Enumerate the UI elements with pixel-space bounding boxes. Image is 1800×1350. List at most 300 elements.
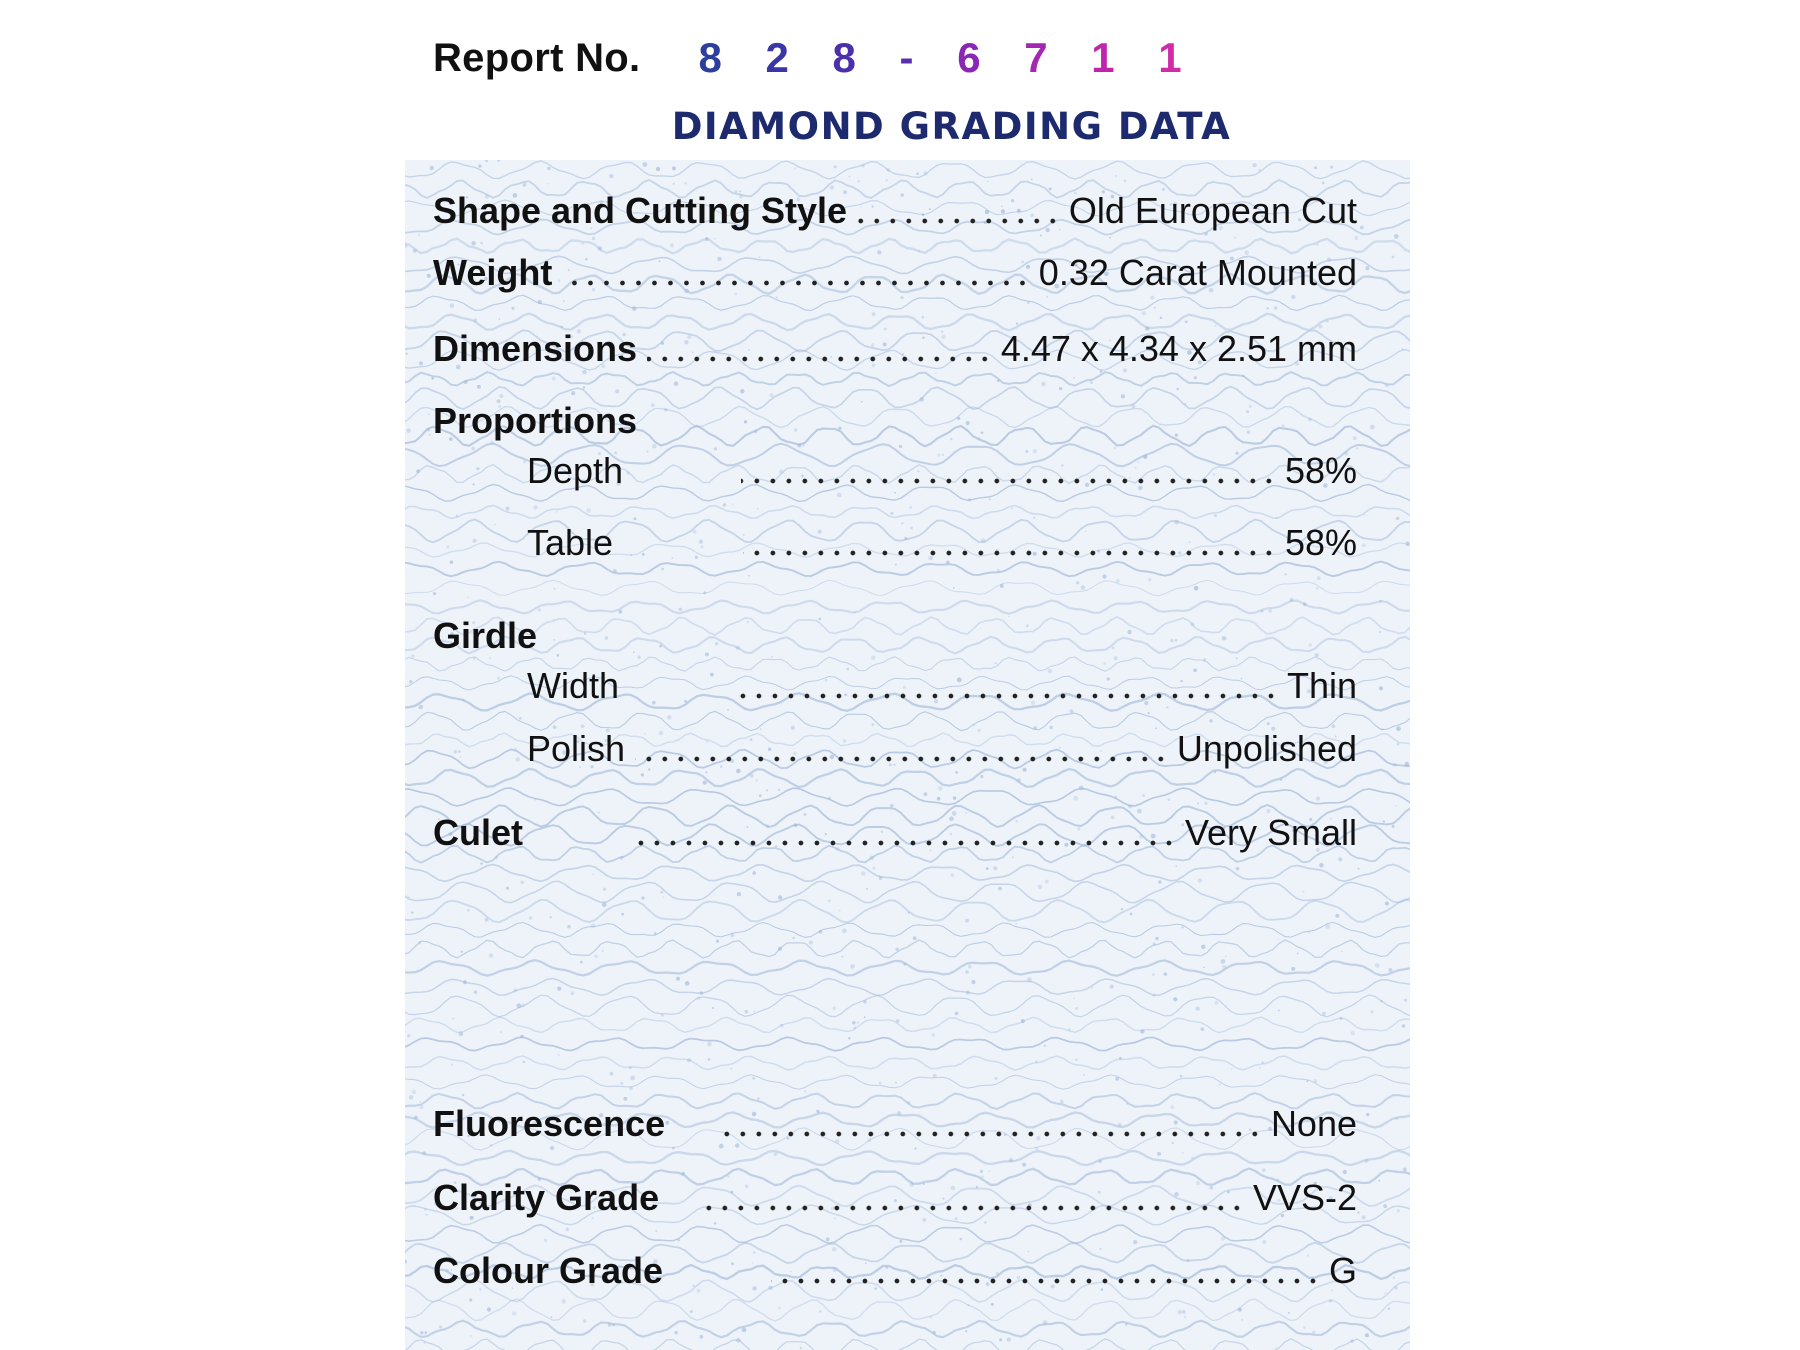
pattern-wave	[405, 600, 1410, 613]
pattern-speck	[1142, 794, 1145, 797]
pattern-speck	[1288, 1312, 1290, 1314]
pattern-speck	[1309, 643, 1312, 646]
pattern-speck	[1150, 296, 1154, 300]
pattern-speck	[1282, 424, 1285, 427]
pattern-speck	[872, 312, 876, 316]
pattern-speck	[619, 610, 623, 614]
pattern-speck	[754, 430, 757, 433]
pattern-speck	[1152, 973, 1155, 976]
pattern-speck	[1262, 1062, 1264, 1064]
pattern-speck	[471, 241, 475, 245]
pattern-speck	[1081, 585, 1086, 590]
pattern-speck	[1403, 1168, 1407, 1172]
pattern-speck	[1109, 237, 1111, 239]
pattern-speck	[745, 1010, 749, 1014]
pattern-speck	[770, 393, 774, 397]
pattern-speck	[1278, 1010, 1280, 1012]
girdle-width-row	[433, 665, 1357, 707]
pattern-speck	[1173, 997, 1177, 1001]
pattern-speck	[480, 242, 483, 245]
pattern-speck	[1258, 169, 1261, 172]
pattern-speck	[1385, 384, 1389, 388]
pattern-speck	[1114, 656, 1118, 660]
pattern-speck	[469, 1298, 472, 1301]
pattern-speck	[418, 941, 421, 944]
pattern-speck	[1354, 236, 1358, 240]
pattern-speck	[736, 646, 741, 651]
pattern-speck	[1316, 797, 1320, 801]
pattern-speck	[1375, 963, 1380, 968]
pattern-speck	[1045, 880, 1049, 884]
pattern-speck	[973, 725, 975, 727]
pattern-speck	[1343, 1170, 1347, 1174]
pattern-speck	[433, 592, 436, 595]
girdle-width-value: Thin	[1286, 665, 1357, 706]
pattern-speck	[487, 1307, 491, 1311]
pattern-speck	[480, 862, 483, 865]
pattern-speck	[1147, 712, 1149, 714]
pattern-speck	[966, 421, 970, 425]
pattern-speck	[1017, 778, 1021, 782]
pattern-speck	[684, 182, 687, 185]
pattern-speck	[1291, 967, 1295, 971]
pattern-speck	[1044, 1045, 1046, 1047]
pattern-speck	[705, 237, 709, 241]
pattern-speck	[984, 1221, 986, 1223]
pattern-speck	[1175, 865, 1177, 867]
pattern-speck	[520, 881, 524, 885]
pattern-speck	[872, 723, 875, 726]
pattern-wave	[405, 580, 1410, 595]
fluorescence-row	[433, 1103, 1357, 1145]
report-number-char: 8	[832, 34, 872, 81]
dot-leader	[562, 256, 1030, 286]
pattern-speck	[533, 505, 537, 509]
pattern-speck	[1280, 779, 1282, 781]
pattern-speck	[1267, 307, 1269, 309]
pattern-speck	[1022, 1163, 1026, 1167]
colour-value: G	[1328, 1250, 1357, 1291]
pattern-speck	[794, 168, 796, 170]
pattern-speck	[1262, 1240, 1266, 1244]
pattern-speck	[1160, 574, 1162, 576]
pattern-wave	[405, 1017, 1410, 1032]
pattern-speck	[602, 902, 607, 907]
pattern-speck	[428, 434, 430, 436]
pattern-speck	[1276, 517, 1278, 519]
pattern-speck	[1201, 945, 1206, 950]
pattern-wave	[405, 960, 1410, 976]
pattern-speck	[1370, 1010, 1373, 1013]
pattern-speck	[1222, 965, 1226, 969]
pattern-speck	[862, 164, 865, 167]
pattern-speck	[1268, 609, 1272, 613]
pattern-speck	[450, 303, 455, 308]
pattern-speck	[863, 1000, 867, 1004]
pattern-speck	[1121, 908, 1123, 910]
pattern-speck	[621, 913, 624, 916]
pattern-speck	[615, 389, 619, 393]
pattern-speck	[1382, 728, 1384, 730]
pattern-speck	[1222, 636, 1227, 641]
clarity-row	[433, 1177, 1357, 1219]
pattern-speck	[1396, 517, 1399, 520]
report-label: Report No.	[433, 35, 641, 80]
pattern-speck	[512, 1311, 516, 1315]
pattern-speck	[1326, 320, 1329, 323]
pattern-speck	[932, 1033, 935, 1036]
girdle-polish-row	[433, 728, 1357, 770]
grading-data-panel	[405, 160, 1410, 1350]
pattern-speck	[620, 1082, 623, 1085]
pattern-speck	[1194, 586, 1199, 591]
pattern-speck	[1378, 1180, 1380, 1182]
pattern-speck	[1388, 968, 1392, 972]
pattern-speck	[464, 380, 468, 384]
pattern-speck	[467, 909, 470, 912]
pattern-speck	[1059, 387, 1062, 390]
pattern-speck	[1246, 410, 1249, 413]
pattern-speck	[582, 370, 586, 374]
pattern-speck	[672, 1147, 675, 1150]
pattern-speck	[474, 990, 477, 993]
report-number-char: 1	[1091, 34, 1131, 81]
pattern-speck	[1277, 938, 1279, 940]
pattern-speck	[705, 652, 709, 656]
pattern-speck	[413, 249, 417, 253]
pattern-speck	[685, 981, 690, 986]
pattern-speck	[595, 955, 598, 958]
pattern-speck	[609, 174, 613, 178]
pattern-speck	[1031, 179, 1033, 181]
pattern-speck	[1140, 1029, 1144, 1033]
pattern-speck	[408, 896, 410, 898]
pattern-speck	[439, 1325, 442, 1328]
pattern-speck	[1098, 1160, 1102, 1164]
pattern-speck	[705, 771, 707, 773]
pattern-speck	[670, 243, 674, 247]
pattern-speck	[1170, 639, 1173, 642]
pattern-speck	[1075, 1007, 1078, 1010]
pattern-speck	[608, 1323, 612, 1327]
pattern-speck	[1340, 1017, 1343, 1020]
pattern-speck	[423, 1342, 425, 1344]
pattern-speck	[1040, 235, 1042, 237]
pattern-speck	[995, 662, 997, 664]
pattern-speck	[552, 376, 556, 380]
pattern-speck	[1038, 885, 1043, 890]
pattern-speck	[826, 1237, 830, 1241]
pattern-speck	[459, 1031, 464, 1036]
pattern-speck	[778, 1307, 781, 1310]
girdle-width-label: Width	[527, 665, 620, 706]
pattern-speck	[672, 166, 676, 170]
pattern-speck	[1016, 322, 1018, 324]
pattern-wave	[405, 1151, 1410, 1165]
pattern-speck	[752, 1077, 755, 1080]
shape-label: Shape and Cutting Style	[433, 190, 848, 231]
pattern-wave	[405, 1299, 1410, 1321]
pattern-speck	[1302, 891, 1304, 893]
pattern-speck	[981, 432, 984, 435]
pattern-speck	[1252, 163, 1256, 167]
pattern-speck	[463, 980, 467, 984]
pattern-speck	[497, 160, 500, 162]
document-title: DIAMOND GRADING DATA	[671, 105, 1232, 148]
pattern-speck	[1041, 382, 1046, 387]
pattern-speck	[953, 796, 956, 799]
pattern-speck	[506, 887, 509, 890]
pattern-speck	[406, 428, 411, 433]
pattern-speck	[776, 296, 778, 298]
pattern-wave	[405, 881, 1410, 902]
pattern-speck	[426, 1214, 428, 1216]
pattern-speck	[1242, 375, 1244, 377]
pattern-speck	[908, 912, 910, 914]
pattern-speck	[411, 654, 414, 657]
pattern-speck	[511, 307, 514, 310]
pattern-speck	[980, 775, 983, 778]
pattern-speck	[1316, 244, 1318, 246]
pattern-speck	[556, 511, 558, 513]
pattern-speck	[571, 991, 575, 995]
pattern-speck	[922, 316, 924, 318]
pattern-speck	[664, 408, 667, 411]
pattern-speck	[714, 1222, 717, 1225]
pattern-speck	[406, 353, 408, 355]
pattern-speck	[602, 950, 604, 952]
pattern-speck	[896, 1019, 899, 1022]
pattern-speck	[409, 680, 413, 684]
pattern-speck	[1370, 425, 1375, 430]
pattern-speck	[1314, 1079, 1318, 1083]
pattern-speck	[1127, 630, 1131, 634]
pattern-speck	[605, 636, 609, 640]
depth-label: Depth	[527, 450, 624, 491]
pattern-speck	[678, 1239, 680, 1241]
pattern-speck	[891, 512, 894, 515]
pattern-speck	[1160, 317, 1163, 320]
pattern-speck	[419, 361, 423, 365]
weight-row	[433, 252, 1357, 294]
pattern-speck	[1076, 581, 1079, 584]
pattern-speck	[1194, 376, 1197, 379]
weight-label: Weight	[433, 252, 553, 293]
pattern-speck	[935, 372, 937, 374]
pattern-speck	[1308, 932, 1310, 934]
pattern-speck	[582, 243, 584, 245]
pattern-speck	[499, 318, 501, 320]
pattern-speck	[850, 964, 855, 969]
pattern-speck	[1214, 325, 1216, 327]
pattern-speck	[557, 654, 560, 657]
pattern-speck	[861, 401, 863, 403]
pattern-speck	[1133, 1240, 1137, 1244]
pattern-speck	[989, 498, 991, 500]
pattern-speck	[654, 932, 656, 934]
pattern-speck	[715, 642, 718, 645]
pattern-speck	[996, 569, 1000, 573]
pattern-speck	[858, 180, 860, 182]
dot-leader	[737, 669, 1279, 699]
pattern-speck	[873, 867, 876, 870]
pattern-speck	[586, 508, 591, 513]
pattern-speck	[1000, 584, 1004, 588]
pattern-speck	[489, 953, 494, 958]
pattern-speck	[837, 493, 842, 498]
pattern-speck	[747, 621, 749, 623]
pattern-speck	[407, 1034, 410, 1037]
pattern-speck	[1384, 1292, 1386, 1294]
pattern-speck	[495, 856, 498, 859]
pattern-speck	[456, 515, 458, 517]
report-number-char: 8	[698, 34, 738, 81]
pattern-speck	[707, 1042, 712, 1047]
pattern-speck	[1110, 985, 1114, 989]
pattern-speck	[1392, 825, 1395, 828]
pattern-speck	[1308, 418, 1312, 422]
pattern-speck	[869, 856, 874, 861]
pattern-speck	[890, 804, 894, 808]
pattern-speck	[1113, 1324, 1115, 1326]
pattern-speck	[1291, 295, 1295, 299]
pattern-speck	[1297, 953, 1299, 955]
pattern-speck	[1402, 348, 1404, 350]
pattern-speck	[1392, 256, 1395, 259]
pattern-speck	[1312, 1331, 1316, 1335]
dot-leader	[743, 526, 1277, 556]
pattern-speck	[766, 789, 768, 791]
pattern-speck	[655, 1230, 657, 1232]
pattern-speck	[629, 1066, 632, 1069]
pattern-speck	[1204, 232, 1207, 235]
pattern-speck	[1335, 914, 1339, 918]
pattern-speck	[1322, 182, 1325, 185]
pattern-speck	[523, 1061, 526, 1064]
pattern-speck	[418, 705, 423, 710]
pattern-speck	[474, 318, 478, 322]
pattern-speck	[567, 925, 571, 929]
pattern-speck	[986, 867, 989, 870]
pattern-speck	[656, 167, 660, 171]
pattern-speck	[794, 428, 798, 432]
pattern-speck	[427, 428, 430, 431]
pattern-speck	[1116, 579, 1120, 583]
pattern-speck	[592, 874, 594, 876]
pattern-speck	[804, 1090, 806, 1092]
pattern-speck	[930, 1316, 933, 1319]
pattern-speck	[841, 956, 843, 958]
pattern-speck	[834, 165, 837, 168]
pattern-speck	[1100, 370, 1103, 373]
pattern-speck	[473, 658, 475, 660]
pattern-speck	[1306, 1080, 1308, 1082]
pattern-speck	[1274, 306, 1278, 310]
table-row	[433, 522, 1357, 564]
pattern-speck	[485, 918, 489, 922]
pattern-speck	[965, 919, 969, 923]
pattern-speck	[1198, 878, 1202, 882]
pattern-speck	[551, 1316, 553, 1318]
pattern-speck	[852, 1021, 856, 1025]
pattern-speck	[1073, 796, 1078, 801]
pattern-speck	[1142, 311, 1146, 315]
pattern-speck	[1350, 1339, 1353, 1342]
pattern-speck	[534, 799, 536, 801]
pattern-speck	[517, 1003, 522, 1008]
pattern-speck	[520, 1035, 523, 1038]
pattern-speck	[1035, 1147, 1039, 1151]
pattern-speck	[1119, 1057, 1122, 1060]
pattern-speck	[405, 850, 407, 852]
pattern-speck	[1353, 436, 1357, 440]
pattern-speck	[1198, 1100, 1200, 1102]
pattern-speck	[838, 427, 841, 430]
pattern-speck	[999, 1338, 1002, 1341]
pattern-speck	[1362, 543, 1366, 547]
pattern-speck	[553, 588, 555, 590]
pattern-speck	[1083, 1074, 1085, 1076]
pattern-speck	[1329, 1299, 1333, 1303]
pattern-speck	[603, 888, 606, 891]
pattern-speck	[566, 1228, 569, 1231]
pattern-speck	[1366, 1113, 1369, 1116]
pattern-speck	[759, 794, 762, 797]
dot-leader	[771, 1254, 1321, 1284]
pattern-speck	[756, 779, 758, 781]
report-number-char: 2	[765, 34, 805, 81]
pattern-speck	[452, 1018, 454, 1020]
pattern-speck	[1385, 902, 1389, 906]
pattern-speck	[1115, 796, 1117, 798]
pattern-wave	[405, 922, 1410, 937]
pattern-speck	[1290, 598, 1294, 602]
pattern-speck	[1185, 321, 1188, 324]
pattern-speck	[1262, 1168, 1266, 1172]
pattern-speck	[462, 1094, 464, 1096]
pattern-speck	[633, 651, 635, 653]
pattern-speck	[1130, 913, 1133, 916]
pattern-speck	[802, 444, 805, 447]
pattern-speck	[422, 1151, 426, 1155]
pattern-speck	[1393, 763, 1397, 767]
pattern-speck	[420, 1105, 424, 1109]
pattern-speck	[661, 1014, 664, 1017]
pattern-speck	[1393, 1277, 1395, 1279]
pattern-speck	[580, 961, 583, 964]
pattern-speck	[538, 608, 541, 611]
pattern-speck	[1191, 1157, 1193, 1159]
pattern-speck	[638, 656, 641, 659]
pattern-speck	[500, 1031, 502, 1033]
pattern-speck	[485, 160, 488, 162]
dot-leader	[635, 732, 1169, 762]
pattern-speck	[1069, 709, 1073, 713]
culet-label: Culet	[433, 812, 523, 853]
pattern-speck	[1180, 1075, 1183, 1078]
pattern-speck	[641, 896, 644, 899]
pattern-speck	[1225, 956, 1227, 958]
pattern-speck	[651, 403, 655, 407]
pattern-speck	[950, 438, 952, 440]
girdle-heading: Girdle	[433, 615, 538, 656]
girdle-polish-value: Unpolished	[1176, 728, 1357, 769]
pattern-speck	[909, 506, 912, 509]
pattern-speck	[1073, 998, 1075, 1000]
pattern-speck	[1027, 977, 1032, 982]
pattern-speck	[632, 306, 637, 311]
pattern-speck	[744, 420, 747, 423]
